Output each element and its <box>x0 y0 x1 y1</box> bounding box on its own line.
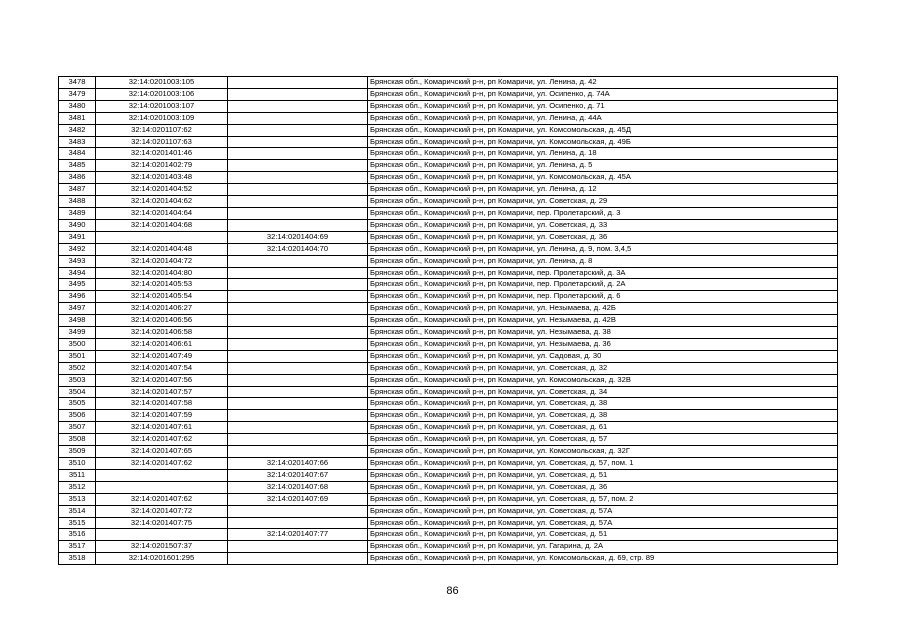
secondary-cadastral-number-cell: 32:14:0201404:70 <box>228 243 368 255</box>
cadastral-number-cell: 32:14:0201003:106 <box>96 88 228 100</box>
table-row <box>59 112 838 124</box>
table-row <box>59 374 838 386</box>
table-row <box>59 469 838 481</box>
table-row <box>59 88 838 100</box>
table-row <box>59 267 838 279</box>
cadastral-number-cell: 32:14:0201407:72 <box>96 505 228 517</box>
cadastral-number-cell <box>96 529 228 541</box>
address-cell: Брянская обл., Комаричский р-н, рп Комаричи, пер. Пролетарский, д. 3А <box>368 267 838 279</box>
secondary-cadastral-number-cell: 32:14:0201407:66 <box>228 458 368 470</box>
cadastral-number-cell: 32:14:0201407:49 <box>96 350 228 362</box>
row-number-cell: 3508 <box>59 434 96 446</box>
table-row <box>59 327 838 339</box>
address-cell: Брянская обл., Комаричский р-н, рп Комаричи, ул. Советская, д. 32 <box>368 362 838 374</box>
cadastral-number-cell: 32:14:0201405:53 <box>96 279 228 291</box>
secondary-cadastral-number-cell: 32:14:0201407:68 <box>228 481 368 493</box>
secondary-cadastral-number-cell: 32:14:0201407:69 <box>228 493 368 505</box>
secondary-cadastral-number-cell: 32:14:0201407:77 <box>228 529 368 541</box>
table-row <box>59 255 838 267</box>
row-number-cell: 3496 <box>59 291 96 303</box>
table-row <box>59 196 838 208</box>
cadastral-number-cell: 32:14:0201404:72 <box>96 255 228 267</box>
cadastral-number-cell: 32:14:0201406:27 <box>96 303 228 315</box>
secondary-cadastral-number-cell <box>228 291 368 303</box>
cadastral-number-cell: 32:14:0201003:107 <box>96 100 228 112</box>
cadastral-number-cell: 32:14:0201406:58 <box>96 327 228 339</box>
secondary-cadastral-number-cell <box>228 112 368 124</box>
address-cell: Брянская обл., Комаричский р-н, рп Комаричи, ул. Советская, д. 57 <box>368 434 838 446</box>
row-number-cell: 3499 <box>59 327 96 339</box>
cadastral-number-cell: 32:14:0201107:62 <box>96 124 228 136</box>
secondary-cadastral-number-cell: 32:14:0201404:69 <box>228 231 368 243</box>
address-cell: Брянская обл., Комаричский р-н, рп Комаричи, ул. Советская, д. 51 <box>368 469 838 481</box>
table-row <box>59 77 838 89</box>
table-row <box>59 362 838 374</box>
secondary-cadastral-number-cell <box>228 553 368 565</box>
row-number-cell: 3490 <box>59 219 96 231</box>
table-row <box>59 184 838 196</box>
cadastral-number-cell: 32:14:0201406:61 <box>96 338 228 350</box>
cadastral-number-cell: 32:14:0201406:56 <box>96 315 228 327</box>
address-cell: Брянская обл., Комаричский р-н, рп Комаричи, ул. Незымаева, д. 36 <box>368 338 838 350</box>
secondary-cadastral-number-cell <box>228 136 368 148</box>
table-row <box>59 231 838 243</box>
cadastral-number-cell: 32:14:0201407:54 <box>96 362 228 374</box>
cadastral-number-cell: 32:14:0201402:79 <box>96 160 228 172</box>
address-cell: Брянская обл., Комаричский р-н, рп Комаричи, пер. Пролетарский, д. 6 <box>368 291 838 303</box>
row-number-cell: 3505 <box>59 398 96 410</box>
cadastral-number-cell: 32:14:0201404:80 <box>96 267 228 279</box>
row-number-cell: 3495 <box>59 279 96 291</box>
secondary-cadastral-number-cell <box>228 386 368 398</box>
secondary-cadastral-number-cell <box>228 315 368 327</box>
cadastral-number-cell: 32:14:0201404:48 <box>96 243 228 255</box>
table-row <box>59 481 838 493</box>
address-cell: Брянская обл., Комаричский р-н, рп Комаричи, ул. Ленина, д. 5 <box>368 160 838 172</box>
row-number-cell: 3511 <box>59 469 96 481</box>
row-number-cell: 3514 <box>59 505 96 517</box>
cadastral-number-cell: 32:14:0201403:48 <box>96 172 228 184</box>
secondary-cadastral-number-cell <box>228 362 368 374</box>
address-cell: Брянская обл., Комаричский р-н, рп Комаричи, ул. Незымаева, д. 42В <box>368 315 838 327</box>
address-cell: Брянская обл., Комаричский р-н, рп Комаричи, ул. Незымаева, д. 42Б <box>368 303 838 315</box>
address-cell: Брянская обл., Комаричский р-н, рп Комаричи, ул. Советская, д. 57А <box>368 505 838 517</box>
cadastral-number-cell <box>96 481 228 493</box>
table-row <box>59 458 838 470</box>
address-cell: Брянская обл., Комаричский р-н, рп Комаричи, ул. Советская, д. 36 <box>368 231 838 243</box>
address-cell: Брянская обл., Комаричский р-н, рп Комаричи, ул. Ленина, д. 18 <box>368 148 838 160</box>
cadastral-number-cell <box>96 469 228 481</box>
row-number-cell: 3504 <box>59 386 96 398</box>
table-row <box>59 338 838 350</box>
cadastral-number-cell: 32:14:0201407:59 <box>96 410 228 422</box>
address-cell: Брянская обл., Комаричский р-н, рп Комаричи, ул. Садовая, д. 30 <box>368 350 838 362</box>
table-row <box>59 219 838 231</box>
cadastral-number-cell: 32:14:0201107:63 <box>96 136 228 148</box>
row-number-cell: 3509 <box>59 446 96 458</box>
secondary-cadastral-number-cell <box>228 100 368 112</box>
address-cell: Брянская обл., Комаричский р-н, рп Комаричи, ул. Советская, д. 34 <box>368 386 838 398</box>
row-number-cell: 3491 <box>59 231 96 243</box>
row-number-cell: 3500 <box>59 338 96 350</box>
secondary-cadastral-number-cell <box>228 398 368 410</box>
table-row <box>59 303 838 315</box>
secondary-cadastral-number-cell <box>228 88 368 100</box>
table-row <box>59 493 838 505</box>
address-cell: Брянская обл., Комаричский р-н, рп Комаричи, ул. Гагарина, д. 2А <box>368 541 838 553</box>
table-row <box>59 243 838 255</box>
address-cell: Брянская обл., Комаричский р-н, рп Комаричи, ул. Советская, д. 57, пом. 2 <box>368 493 838 505</box>
table-row <box>59 207 838 219</box>
secondary-cadastral-number-cell <box>228 446 368 458</box>
cadastral-number-cell: 32:14:0201407:58 <box>96 398 228 410</box>
table-row <box>59 386 838 398</box>
cadastral-number-cell: 32:14:0201407:65 <box>96 446 228 458</box>
secondary-cadastral-number-cell <box>228 77 368 89</box>
table-row <box>59 136 838 148</box>
cadastral-number-cell: 32:14:0201407:62 <box>96 434 228 446</box>
table-row <box>59 505 838 517</box>
row-number-cell: 3501 <box>59 350 96 362</box>
page-number: 86 <box>446 585 459 597</box>
cadastral-number-cell: 32:14:0201404:68 <box>96 219 228 231</box>
row-number-cell: 3489 <box>59 207 96 219</box>
secondary-cadastral-number-cell: 32:14:0201407:67 <box>228 469 368 481</box>
table-row <box>59 517 838 529</box>
secondary-cadastral-number-cell <box>228 327 368 339</box>
secondary-cadastral-number-cell <box>228 172 368 184</box>
cadastral-number-cell: 32:14:0201407:75 <box>96 517 228 529</box>
address-cell: Брянская обл., Комаричский р-н, рп Комаричи, ул. Советская, д. 29 <box>368 196 838 208</box>
row-number-cell: 3482 <box>59 124 96 136</box>
table-row <box>59 541 838 553</box>
row-number-cell: 3486 <box>59 172 96 184</box>
cadastral-number-cell: 32:14:0201405:54 <box>96 291 228 303</box>
address-cell: Брянская обл., Комаричский р-н, рп Комаричи, ул. Советская, д. 57А <box>368 517 838 529</box>
secondary-cadastral-number-cell <box>228 505 368 517</box>
address-cell: Брянская обл., Комаричский р-н, рп Комаричи, ул. Осипенко, д. 74А <box>368 88 838 100</box>
cadastral-number-cell: 32:14:0201407:57 <box>96 386 228 398</box>
cadastral-number-cell: 32:14:0201003:109 <box>96 112 228 124</box>
address-cell: Брянская обл., Комаричский р-н, рп Комаричи, ул. Ленина, д. 44А <box>368 112 838 124</box>
secondary-cadastral-number-cell <box>228 124 368 136</box>
table-row <box>59 446 838 458</box>
row-number-cell: 3506 <box>59 410 96 422</box>
cadastral-number-cell: 32:14:0201404:52 <box>96 184 228 196</box>
row-number-cell: 3485 <box>59 160 96 172</box>
table-row <box>59 410 838 422</box>
row-number-cell: 3479 <box>59 88 96 100</box>
address-cell: Брянская обл., Комаричский р-н, рп Комаричи, ул. Комсомольская, д. 32В <box>368 374 838 386</box>
table-row <box>59 279 838 291</box>
secondary-cadastral-number-cell <box>228 422 368 434</box>
registry-table-body <box>59 77 838 565</box>
cadastral-number-cell: 32:14:0201003:105 <box>96 77 228 89</box>
secondary-cadastral-number-cell <box>228 219 368 231</box>
table-row <box>59 422 838 434</box>
cadastral-number-cell: 32:14:0201404:62 <box>96 196 228 208</box>
row-number-cell: 3503 <box>59 374 96 386</box>
cadastral-number-cell: 32:14:0201507:37 <box>96 541 228 553</box>
cadastral-number-cell: 32:14:0201407:61 <box>96 422 228 434</box>
row-number-cell: 3516 <box>59 529 96 541</box>
row-number-cell: 3518 <box>59 553 96 565</box>
cadastral-number-cell: 32:14:0201404:64 <box>96 207 228 219</box>
property-registry-table <box>58 76 838 565</box>
cadastral-number-cell: 32:14:0201407:62 <box>96 493 228 505</box>
secondary-cadastral-number-cell <box>228 410 368 422</box>
address-cell: Брянская обл., Комаричский р-н, рп Комаричи, ул. Ленина, д. 9, пом. 3,4,5 <box>368 243 838 255</box>
address-cell: Брянская обл., Комаричский р-н, рп Комаричи, ул. Комсомольская, д. 45А <box>368 172 838 184</box>
secondary-cadastral-number-cell <box>228 207 368 219</box>
cadastral-number-cell: 32:14:0201407:56 <box>96 374 228 386</box>
secondary-cadastral-number-cell <box>228 184 368 196</box>
secondary-cadastral-number-cell <box>228 303 368 315</box>
row-number-cell: 3512 <box>59 481 96 493</box>
secondary-cadastral-number-cell <box>228 517 368 529</box>
address-cell: Брянская обл., Комаричский р-н, рп Комаричи, ул. Комсомольская, д. 32Г <box>368 446 838 458</box>
table-row <box>59 529 838 541</box>
table-row <box>59 100 838 112</box>
table-row <box>59 291 838 303</box>
address-cell: Брянская обл., Комаричский р-н, рп Комаричи, ул. Ленина, д. 42 <box>368 77 838 89</box>
secondary-cadastral-number-cell <box>228 160 368 172</box>
row-number-cell: 3492 <box>59 243 96 255</box>
table-row <box>59 160 838 172</box>
table-row <box>59 434 838 446</box>
secondary-cadastral-number-cell <box>228 196 368 208</box>
secondary-cadastral-number-cell <box>228 148 368 160</box>
row-number-cell: 3481 <box>59 112 96 124</box>
address-cell: Брянская обл., Комаричский р-н, рп Комаричи, ул. Советская, д. 61 <box>368 422 838 434</box>
address-cell: Брянская обл., Комаричский р-н, рп Комаричи, ул. Советская, д. 51 <box>368 529 838 541</box>
row-number-cell: 3478 <box>59 77 96 89</box>
address-cell: Брянская обл., Комаричский р-н, рп Комаричи, пер. Пролетарский, д. 2А <box>368 279 838 291</box>
row-number-cell: 3517 <box>59 541 96 553</box>
row-number-cell: 3510 <box>59 458 96 470</box>
address-cell: Брянская обл., Комаричский р-н, рп Комаричи, ул. Комсомольская, д. 69, стр. 89 <box>368 553 838 565</box>
row-number-cell: 3487 <box>59 184 96 196</box>
row-number-cell: 3480 <box>59 100 96 112</box>
secondary-cadastral-number-cell <box>228 255 368 267</box>
row-number-cell: 3515 <box>59 517 96 529</box>
address-cell: Брянская обл., Комаричский р-н, рп Комаричи, пер. Пролетарский, д. 3 <box>368 207 838 219</box>
secondary-cadastral-number-cell <box>228 338 368 350</box>
address-cell: Брянская обл., Комаричский р-н, рп Комаричи, ул. Советская, д. 38 <box>368 410 838 422</box>
secondary-cadastral-number-cell <box>228 279 368 291</box>
table-row <box>59 350 838 362</box>
secondary-cadastral-number-cell <box>228 374 368 386</box>
address-cell: Брянская обл., Комаричский р-н, рп Комаричи, ул. Ленина, д. 8 <box>368 255 838 267</box>
table-row <box>59 553 838 565</box>
table-row <box>59 172 838 184</box>
row-number-cell: 3498 <box>59 315 96 327</box>
table-row <box>59 124 838 136</box>
table-row <box>59 315 838 327</box>
cadastral-number-cell: 32:14:0201401:46 <box>96 148 228 160</box>
address-cell: Брянская обл., Комаричский р-н, рп Комаричи, ул. Комсомольская, д. 45Д <box>368 124 838 136</box>
row-number-cell: 3502 <box>59 362 96 374</box>
row-number-cell: 3507 <box>59 422 96 434</box>
row-number-cell: 3484 <box>59 148 96 160</box>
row-number-cell: 3483 <box>59 136 96 148</box>
cadastral-number-cell <box>96 231 228 243</box>
row-number-cell: 3493 <box>59 255 96 267</box>
row-number-cell: 3488 <box>59 196 96 208</box>
cadastral-number-cell: 32:14:0201601:295 <box>96 553 228 565</box>
address-cell: Брянская обл., Комаричский р-н, рп Комаричи, ул. Комсомольская, д. 49Б <box>368 136 838 148</box>
address-cell: Брянская обл., Комаричский р-н, рп Комаричи, ул. Советская, д. 36 <box>368 481 838 493</box>
secondary-cadastral-number-cell <box>228 350 368 362</box>
secondary-cadastral-number-cell <box>228 541 368 553</box>
address-cell: Брянская обл., Комаричский р-н, рп Комаричи, ул. Незымаева, д. 38 <box>368 327 838 339</box>
address-cell: Брянская обл., Комаричский р-н, рп Комаричи, ул. Советская, д. 57, пом. 1 <box>368 458 838 470</box>
table-row <box>59 398 838 410</box>
secondary-cadastral-number-cell <box>228 267 368 279</box>
row-number-cell: 3497 <box>59 303 96 315</box>
table-row <box>59 148 838 160</box>
row-number-cell: 3494 <box>59 267 96 279</box>
secondary-cadastral-number-cell <box>228 434 368 446</box>
row-number-cell: 3513 <box>59 493 96 505</box>
address-cell: Брянская обл., Комаричский р-н, рп Комаричи, ул. Ленина, д. 12 <box>368 184 838 196</box>
address-cell: Брянская обл., Комаричский р-н, рп Комаричи, ул. Советская, д. 38 <box>368 398 838 410</box>
cadastral-number-cell: 32:14:0201407:62 <box>96 458 228 470</box>
address-cell: Брянская обл., Комаричский р-н, рп Комаричи, ул. Осипенко, д. 71 <box>368 100 838 112</box>
address-cell: Брянская обл., Комаричский р-н, рп Комаричи, ул. Советская, д. 33 <box>368 219 838 231</box>
